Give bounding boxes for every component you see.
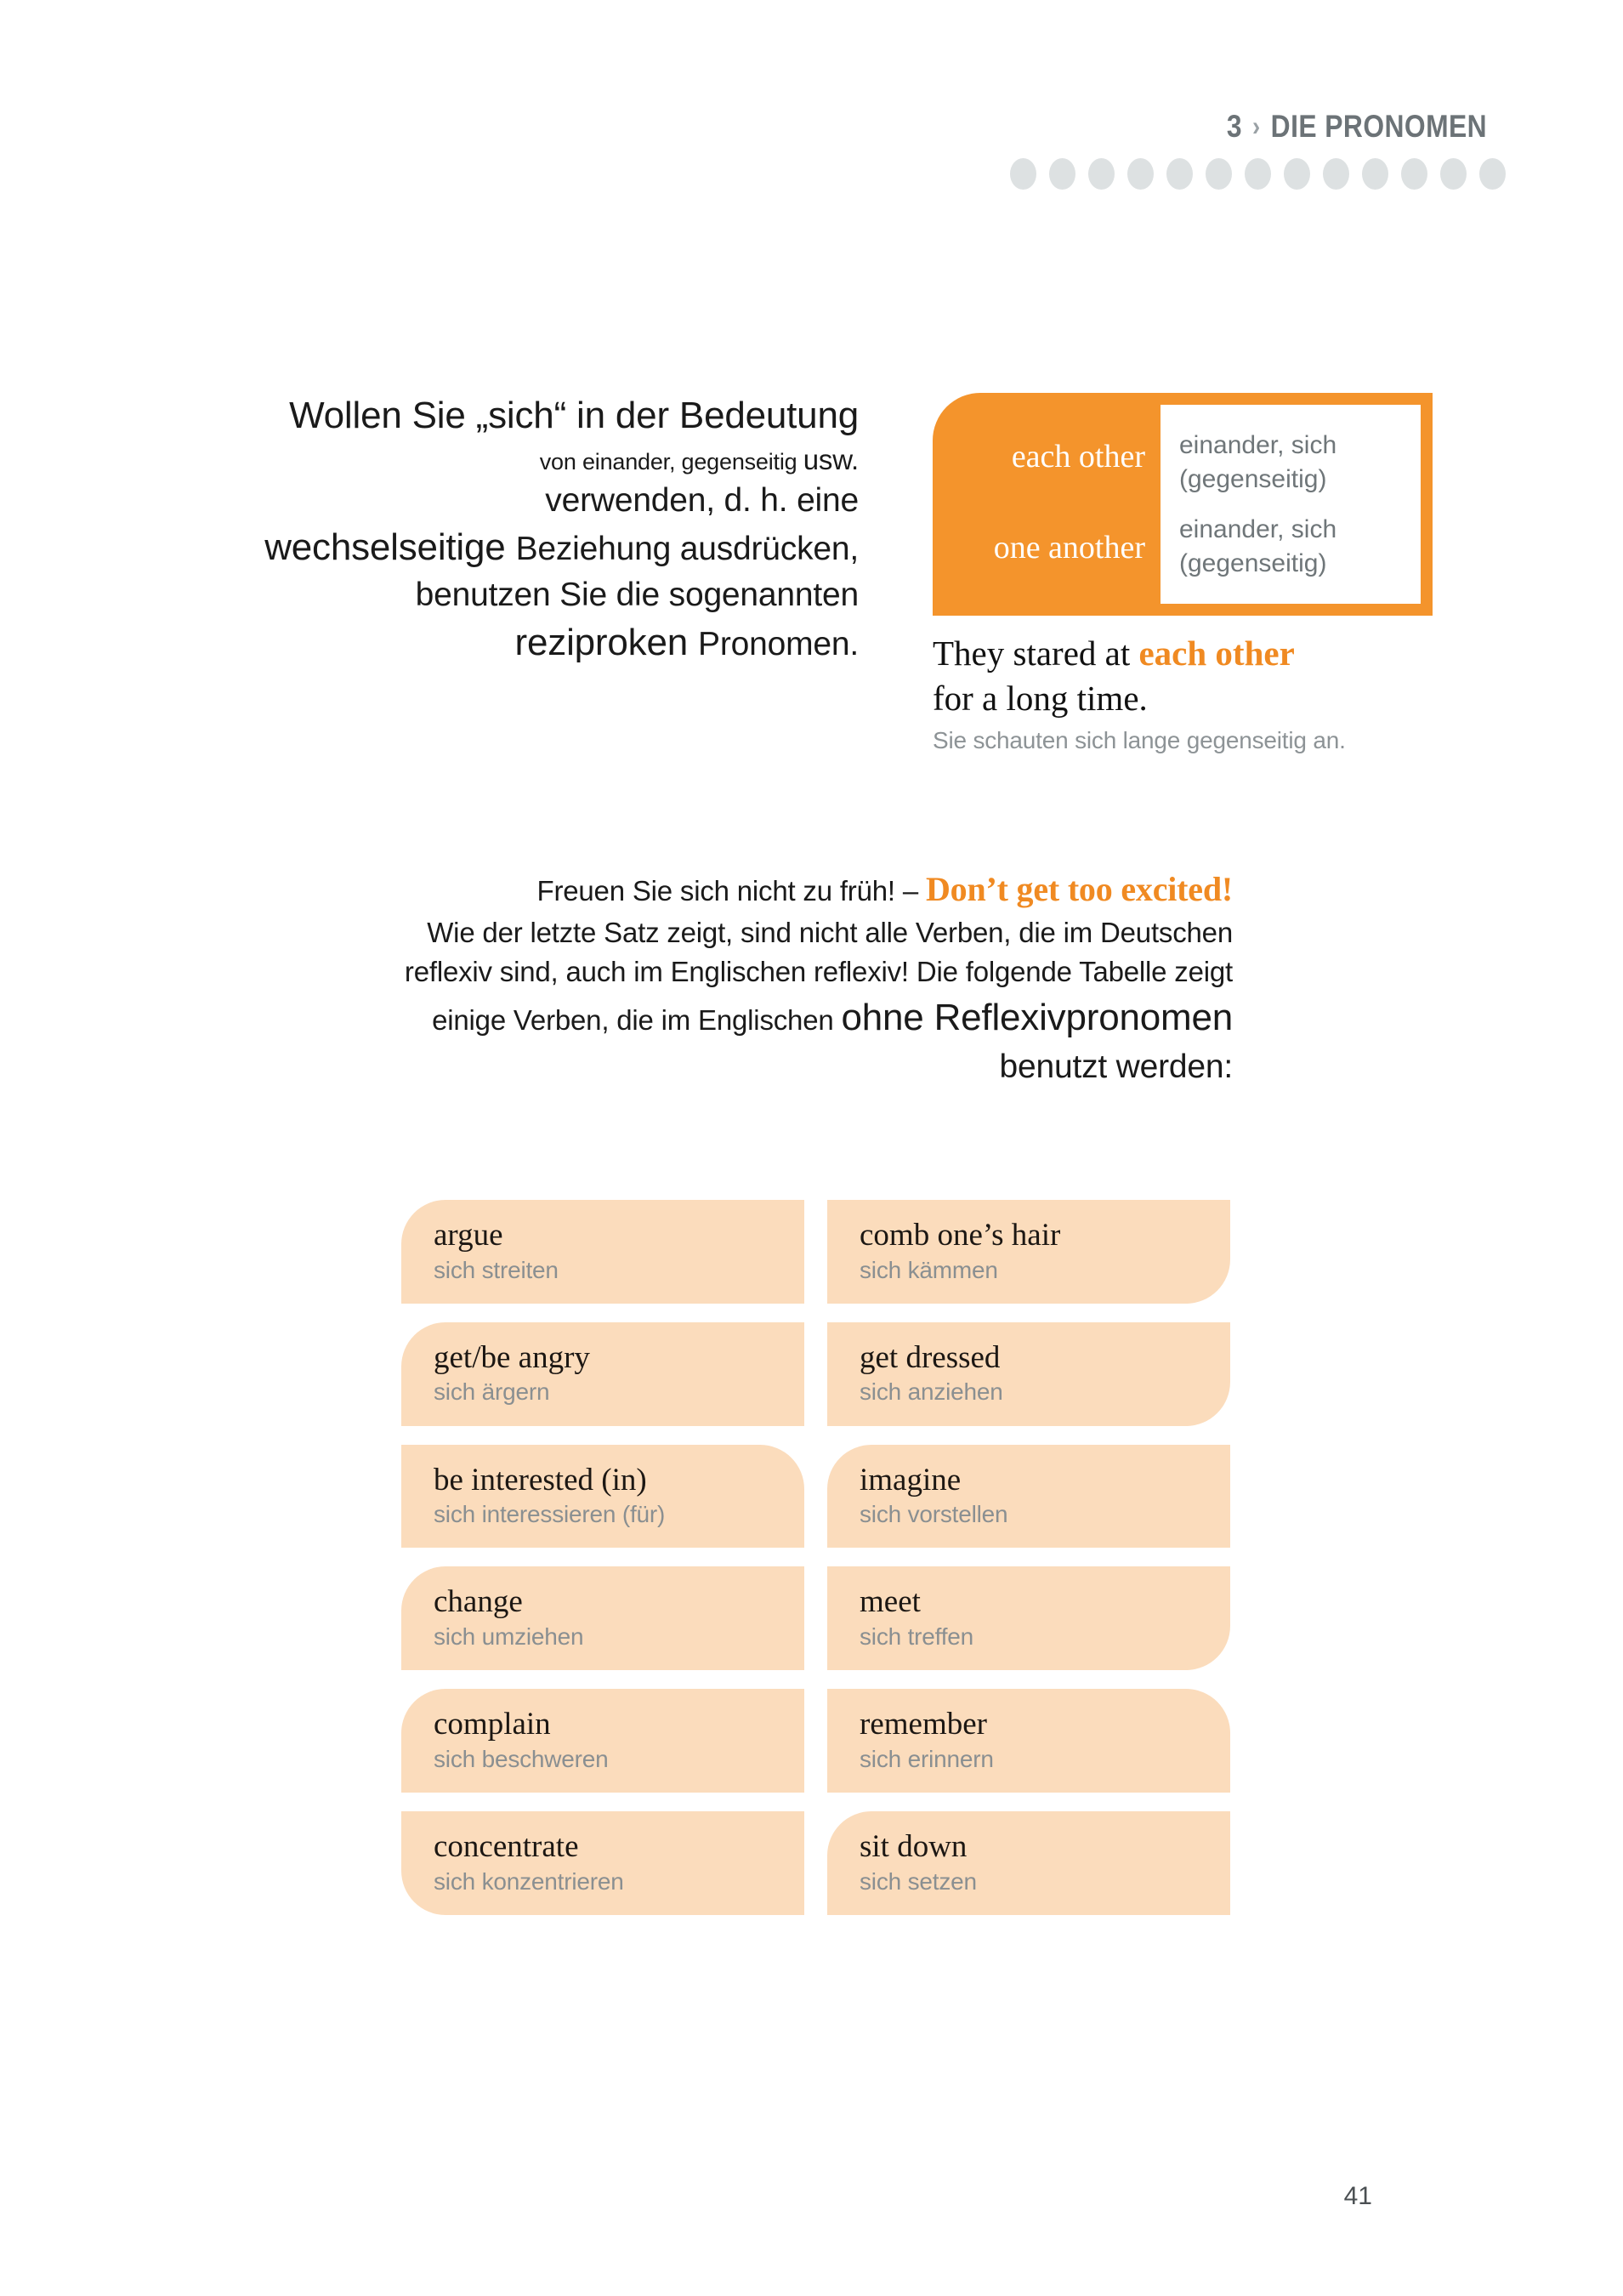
verb-card-english: imagine	[860, 1462, 962, 1498]
verb-card-german: sich anziehen	[860, 1378, 1003, 1406]
verb-card-english: be interested (in)	[434, 1462, 647, 1498]
text-run: reflexiv sind, auch im Englischen reflexiv! Die folgende Tabelle zeigt	[404, 956, 1233, 988]
text-run: benutzen Sie die sogenannten	[415, 577, 859, 614]
definition-german-column	[1161, 405, 1421, 604]
decorative-dots-row	[1010, 158, 1623, 194]
text-line	[128, 992, 1233, 1044]
text-run: einige Verben, die im Englischen	[432, 1004, 842, 1037]
verb-card-german: sich interessieren (für)	[434, 1501, 666, 1528]
verb-card	[827, 1200, 1230, 1304]
text-line	[128, 479, 859, 523]
text-run: wechselseitige	[264, 526, 516, 569]
text-run: Beziehung ausdrücken,	[515, 531, 859, 568]
verb-card-german: sich setzen	[860, 1867, 977, 1895]
verb-card	[401, 1689, 804, 1793]
verb-card-german: sich beschweren	[434, 1745, 609, 1772]
text-line	[128, 618, 859, 668]
text-run: reziproken	[514, 621, 699, 663]
text-line	[128, 913, 1233, 952]
decorative-dot	[1284, 158, 1310, 190]
text-line	[128, 1044, 1233, 1091]
decorative-dot	[1440, 158, 1467, 190]
decorative-dot	[1166, 158, 1193, 190]
verb-card	[827, 1566, 1230, 1670]
verb-card-german: sich konzentrieren	[434, 1867, 624, 1895]
text-line	[128, 866, 1233, 913]
verb-card	[401, 1200, 804, 1304]
verb-card-english: complain	[434, 1707, 551, 1742]
definition-english-term: each other	[1011, 438, 1145, 475]
verb-card-german: sich kämmen	[860, 1256, 998, 1283]
verb-card-german: sich vorstellen	[860, 1501, 1008, 1528]
definition-german-gloss: einander, sich (gegenseitig)	[1179, 515, 1337, 577]
chevron-right-icon: ›	[1251, 111, 1261, 141]
verb-card	[827, 1445, 1230, 1549]
reciprocal-pronoun-definition-box	[933, 393, 1433, 616]
definition-german-gloss: einander, sich (gegenseitig)	[1179, 431, 1337, 493]
decorative-dot	[1127, 158, 1154, 190]
text-run: Pronomen.	[698, 625, 859, 662]
verb-card-english: get/be angry	[434, 1339, 590, 1375]
example-sentence-block	[933, 631, 1528, 754]
definition-english-column	[933, 393, 1161, 616]
decorative-dot	[1049, 158, 1075, 190]
verb-card-english: comb one’s hair	[860, 1218, 1061, 1253]
example-highlight: each other	[1138, 634, 1295, 673]
page-header	[0, 109, 1623, 219]
verb-card-german: sich streiten	[434, 1256, 559, 1283]
intro-paragraph	[128, 391, 859, 668]
chapter-number: 3	[1226, 109, 1242, 144]
verb-card	[401, 1566, 804, 1670]
text-run: usw.	[803, 443, 859, 475]
verb-card	[401, 1811, 804, 1915]
verb-card-english: argue	[434, 1218, 503, 1253]
verb-card-english: change	[434, 1584, 523, 1620]
text-run: von einander, gegenseitig	[539, 448, 803, 475]
example-text-after: for a long time.	[933, 679, 1148, 719]
example-sentence-german: Sie schauten sich lange gegenseitig an.	[933, 726, 1346, 753]
verb-card	[827, 1811, 1230, 1915]
page-number: 41	[1343, 2182, 1372, 2210]
verb-card-grid	[401, 1200, 1230, 1915]
text-line	[128, 952, 1233, 992]
text-line	[128, 573, 859, 617]
chapter-heading	[1227, 109, 1487, 145]
verb-card	[401, 1322, 804, 1426]
verb-card-german: sich erinnern	[860, 1745, 994, 1772]
verb-card	[827, 1689, 1230, 1793]
verb-card	[401, 1445, 804, 1549]
text-run: ohne Reflexivpronomen	[841, 997, 1233, 1039]
verb-card-english: get dressed	[860, 1339, 1001, 1375]
chapter-title: DIE PRONOMEN	[1270, 109, 1487, 144]
text-run: benutzt werden:	[999, 1048, 1233, 1085]
text-run: verwenden, d. h. eine	[545, 482, 859, 520]
decorative-dot	[1088, 158, 1115, 190]
verb-card-english: meet	[860, 1584, 921, 1620]
verb-card-german: sich treffen	[860, 1623, 974, 1651]
definition-english-term: one another	[993, 529, 1145, 565]
verb-card-german: sich ärgern	[434, 1378, 550, 1406]
explanation-paragraph	[128, 866, 1233, 1091]
text-run: Wollen Sie „sich“ in der Bedeutung	[289, 395, 859, 436]
verb-card-english: remember	[860, 1707, 987, 1742]
text-line	[128, 441, 859, 479]
text-run: Freuen Sie sich nicht zu früh! –	[536, 875, 926, 906]
decorative-dot	[1401, 158, 1427, 190]
decorative-dot	[1010, 158, 1036, 190]
example-text-before: They stared at	[933, 634, 1139, 673]
text-run: Don’t get too excited!	[925, 870, 1233, 908]
decorative-dot	[1323, 158, 1349, 190]
verb-card-english: sit down	[860, 1829, 968, 1865]
example-sentence-english	[933, 631, 1528, 722]
verb-card-german: sich umziehen	[434, 1623, 584, 1651]
decorative-dot	[1362, 158, 1388, 190]
verb-card	[827, 1322, 1230, 1426]
intro-section	[0, 384, 1623, 753]
decorative-dot	[1479, 158, 1506, 190]
text-line	[128, 523, 859, 573]
text-run: Wie der letzte Satz zeigt, sind nicht alle Verben, die im Deutschen	[427, 917, 1233, 948]
decorative-dot	[1206, 158, 1232, 190]
decorative-dot	[1245, 158, 1271, 190]
verb-card-english: concentrate	[434, 1829, 579, 1865]
text-line	[128, 391, 859, 441]
